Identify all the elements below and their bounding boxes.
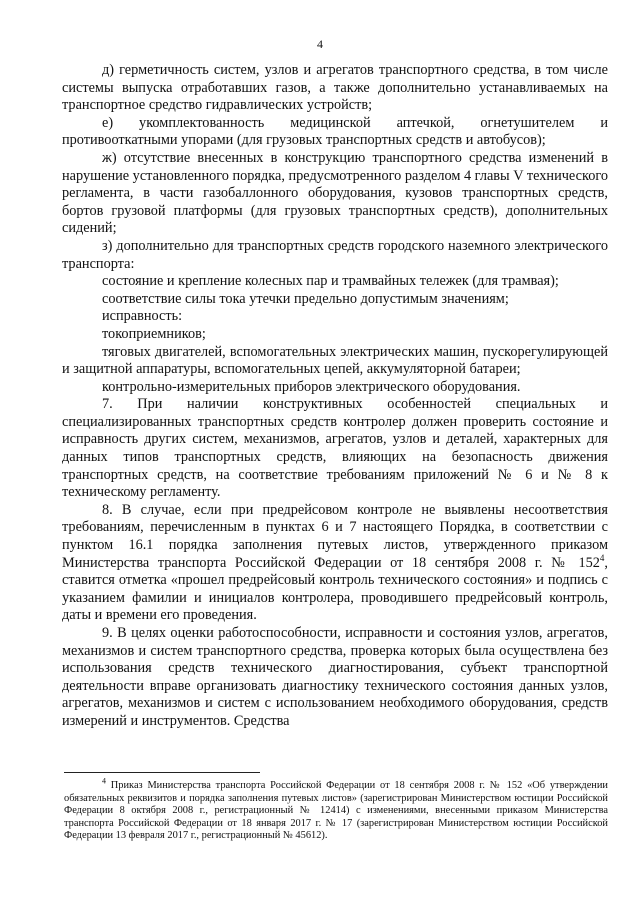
footnote-separator bbox=[64, 772, 260, 773]
paragraph-d: д) герметичность систем, узлов и агрегатов транспортного средства, в том числе системы выпуска отработавших газов, а также дополнительно устанавливаемых на транспортное средство гидравлических устройств; bbox=[62, 62, 608, 114]
footnote-text: Приказ Министерства транспорта Российской Федерации от 18 сентября 2008 г. № 152 «Об утверждении обязательных реквизитов и порядка заполнения путевых листов» (зарегистрирован Министерством юстиции Российской Федерации 8 октября 2008 г., регистрационный № 12414) с изменениями, внесенными приказом Министерства транспорта Российской Федерации от 18 января 2017 г. № 17 (зарегистрирован Министерством юстиции Российской Федерации 13 февраля 2017 г., регистрационный № 45612). bbox=[64, 780, 608, 842]
paragraph-8-text-end: , ставится отметка «прошел предрейсовый контроль технического состояния» и подпись с указанием фамилии и инициалов контролера, проводившего предрейсовый контроль, даты и времени его проведения. bbox=[62, 554, 608, 624]
paragraph-traction-motors: тяговых двигателей, вспомогательных электрических машин, пускорегулирующей и защитной аппаратуры, вспомогательных цепей, аккумуляторной батареи; bbox=[62, 343, 608, 378]
paragraph-current-collectors: токоприемников; bbox=[102, 325, 206, 342]
paragraph-z: з) дополнительно для транспортных средств городского наземного электрического транспорта: bbox=[62, 237, 608, 272]
footnote bbox=[64, 776, 608, 843]
paragraph-8 bbox=[62, 502, 608, 625]
paragraph-serviceability: исправность: bbox=[102, 308, 183, 325]
paragraph-e: е) укомплектованность медицинской аптечкой, огнетушителем и противооткатными упорами (для грузовых транспортных средств и автобусов); bbox=[62, 114, 608, 149]
footnote-reference: 4 bbox=[599, 552, 605, 563]
paragraph-9: 9. В целях оценки работоспособности, исправности и состояния узлов, агрегатов, механизмов и систем транспортного средства, проверка которых была осуществлена без использования средств технического диагностирования, субъект транспортной деятельности вправе организовать диагностику технического состояния данных узлов, агрегатов, механизмов и систем с использованием необходимого оборудования, средств измерений и инструментов. Средства bbox=[62, 625, 608, 729]
paragraph-8-text-start: 8. В случае, если при предрейсовом контроле не выявлены несоответствия требованиям, перечисленным в пунктах 6 и 7 настоящего Порядка, в соответствии с пунктом 16.1 порядка заполнения путевых листов, утвержденного приказом Министерства транспорта Российской Федерации от 18 сентября 2008 г. № 152 bbox=[62, 501, 608, 571]
page-number: 4 bbox=[317, 37, 323, 51]
paragraph-wheelsets: состояние и крепление колесных пар и трамвайных тележек (для трамвая); bbox=[102, 273, 559, 290]
paragraph-leakage-current: соответствие силы тока утечки предельно допустимым значениям; bbox=[102, 290, 509, 307]
paragraph-zh: ж) отсутствие внесенных в конструкцию транспортного средства изменений в нарушение установленного порядка, предусмотренного разделом 4 главы V технического регламента, в части газобаллонного оборудования, кузовов транспортных средств, бортов грузовой платформы (для грузовых транспортных средств), дополнительных сидений; bbox=[62, 149, 608, 237]
paragraph-measuring-devices: контрольно-измерительных приборов электрического оборудования. bbox=[102, 378, 521, 395]
footnote-mark: 4 bbox=[102, 776, 106, 786]
paragraph-7: 7. При наличии конструктивных особенностей специальных и специализированных транспортных средств контролер должен проверить состояние и исправность других систем, механизмов, агрегатов, узлов и деталей, характерных для данных типов транспортных средств, влияющих на безопасность движения транспортных средств, на соответствие требованиям приложений № 6 и № 8 к техническому регламенту. bbox=[62, 396, 608, 501]
document-body bbox=[62, 62, 608, 731]
